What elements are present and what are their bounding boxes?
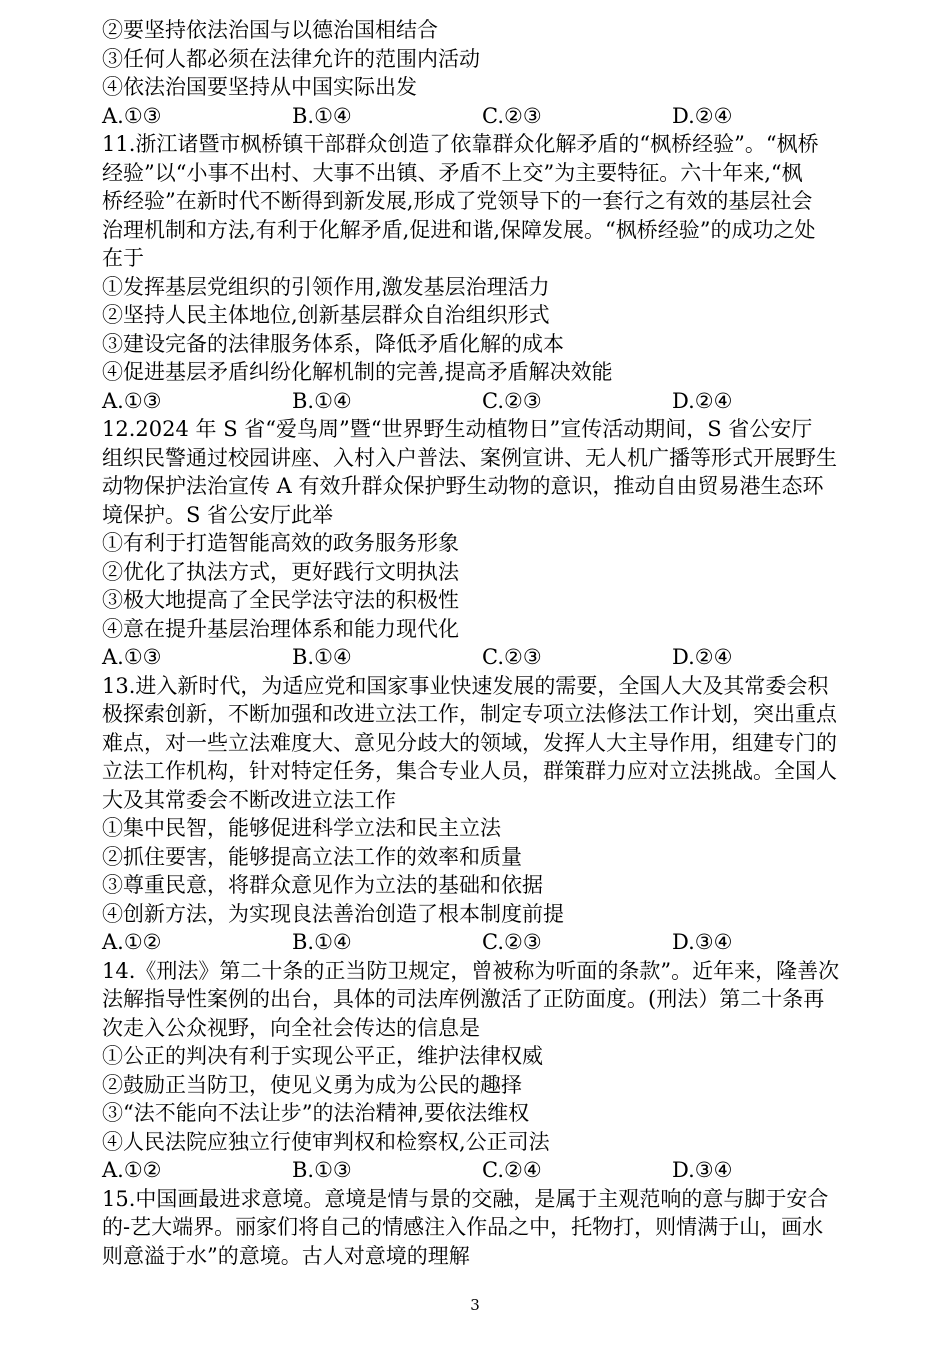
answer-choices <box>102 1156 862 1185</box>
choice-b: B.①④ <box>292 930 352 954</box>
stem-line: 组织民警通过校园讲座、入村入户普法、案例宣讲、无人机广播等形式开展野生 <box>102 445 837 470</box>
option: ①集中民智，能够促进科学立法和民主立法 <box>102 816 501 840</box>
option: ④创新方法，为实现良法善治创造了根本制度前提 <box>102 901 564 926</box>
stem-line: 治理机制和方法,有利于化解矛盾,促进和谐,保障发展。“枫桥经验”的成功之处 <box>102 217 816 242</box>
question-stem <box>102 130 862 273</box>
option: ②鼓励正当防卫，使见义勇为成为公民的趣择 <box>102 1072 522 1097</box>
stem-line: 极探索创新，不断加强和改进立法工作，制定专项立法修法工作计划，突出重点 <box>102 702 837 726</box>
option: ③极大地提高了全民学法守法的积极性 <box>102 588 459 612</box>
question-stem <box>102 957 862 1043</box>
stem-line: 难点，对一些立法难度大、意见分歧大的领域，发挥人大主导作用，组建专门的 <box>102 730 837 755</box>
stem-line: 境保护。S 省公安厅此举 <box>102 502 334 527</box>
stem-line: 经验”以“小事不出村、大事不出镇、矛盾不上交”为主要特征。六十年来,“枫 <box>102 160 803 185</box>
question-stem <box>102 415 862 529</box>
answer-choices <box>102 387 862 416</box>
choice-a: A.①③ <box>102 645 162 669</box>
option: ②要坚持依法治国与以德治国相结合 <box>102 18 438 42</box>
choice-c: C.②③ <box>482 645 542 669</box>
choice-b: B.①④ <box>292 103 352 128</box>
option: ③任何人都必须在法律允许的范围内活动 <box>102 46 480 71</box>
option: ④促进基层矛盾纠纷化解机制的完善,提高矛盾解决效能 <box>102 360 613 384</box>
stem-line: 法解指导性案例的出台，具体的司法库例激活了正防面度。(刑法）第二十条再 <box>102 987 825 1011</box>
stem-line: 13.进入新时代，为适应党和国家事业快速发展的需要，全国人大及其常委会积 <box>102 673 829 698</box>
option: ③建设完备的法律服务体系，降低矛盾化解的成本 <box>102 331 564 356</box>
question-stem <box>102 1185 862 1271</box>
stem-line: 15.中国画最进求意境。意境是情与景的交融，是属于主观范响的意与脚于安合 <box>102 1186 829 1211</box>
choice-c: C.②③ <box>482 930 542 954</box>
choice-a: A.①③ <box>102 103 162 128</box>
option: ④依法治国要坚持从中国实际出发 <box>102 75 417 99</box>
choice-d: D.②④ <box>672 645 733 669</box>
stem-line: 动物保护法治宣传 A 有效升群众保护野生动物的意识，推动自由贸易港生态环 <box>102 474 824 498</box>
stem-line: 大及其常委会不断改进立法工作 <box>102 787 396 812</box>
stem-line: 14.《刑法》第二十条的正当防卫规定，曾被称为听面的条款”。近年来，隆善次 <box>102 958 840 983</box>
answer-choices <box>102 102 862 131</box>
choice-d: D.②④ <box>672 388 733 413</box>
option: ②坚持人民主体地位,创新基层群众自治组织形式 <box>102 303 550 327</box>
question-14 <box>102 957 862 1185</box>
option: ②优化了执法方式，更好践行文明执法 <box>102 559 459 584</box>
question-10-tail <box>102 16 862 130</box>
choice-b: B.①④ <box>292 645 352 669</box>
choice-d: D.③④ <box>672 930 733 954</box>
question-15 <box>102 1185 862 1271</box>
option: ①有利于打造智能高效的政务服务形象 <box>102 531 459 555</box>
option: ④意在提升基层治理体系和能力现代化 <box>102 616 459 641</box>
question-13 <box>102 672 862 957</box>
page-number: 3 <box>470 1296 480 1314</box>
choice-a: A.①② <box>102 930 162 954</box>
stem-line: 则意溢于水”的意境。古人对意境的理解 <box>102 1243 470 1268</box>
option: ④人民法院应独立行使审判权和检察权,公正司法 <box>102 1129 550 1154</box>
option: ③尊重民意，将群众意见作为立法的基础和依据 <box>102 873 543 897</box>
stem-line: 桥经验”在新时代不断得到新发展,形成了党领导下的一套行之有效的基层社会 <box>102 189 813 213</box>
option: ①发挥基层党组织的引领作用,激发基层治理活力 <box>102 274 550 299</box>
question-12 <box>102 415 862 672</box>
option: ③“法不能向不法让步”的法治精神,要依法维权 <box>102 1101 530 1125</box>
choice-d: D.③④ <box>672 1158 733 1182</box>
choice-a: A.①② <box>102 1158 162 1182</box>
stem-line: 次走入公众视野，向全社会传达的信息是 <box>102 1015 480 1040</box>
choice-c: C.②③ <box>482 103 542 128</box>
option: ②抓住要害，能够提高立法工作的效率和质量 <box>102 844 522 869</box>
choice-c: C.②④ <box>482 1158 542 1182</box>
choice-d: D.②④ <box>672 103 733 128</box>
stem-line: 12.2024 年 S 省“爱鸟周”暨“世界野生动植物日”宣传活动期间，S 省公安厅 <box>102 417 813 441</box>
question-11 <box>102 130 862 415</box>
stem-line: 立法工作机构，针对特定任务，集合专业人员，群策群力应对立法挑战。全国人 <box>102 759 837 783</box>
option: ①公正的判决有利于实现公平正，维护法律权威 <box>102 1044 543 1068</box>
question-stem <box>102 672 862 815</box>
choice-b: B.①③ <box>292 1158 352 1182</box>
stem-line: 11.浙江诸暨市枫桥镇干部群众创造了依靠群众化解矛盾的“枫桥经验”。“枫桥 <box>102 132 819 156</box>
choice-b: B.①④ <box>292 388 352 413</box>
choice-c: C.②③ <box>482 388 542 413</box>
page-content <box>102 16 862 1270</box>
answer-choices <box>102 643 862 672</box>
answer-choices <box>102 928 862 957</box>
stem-line: 在于 <box>102 246 144 270</box>
stem-line: 的-艺大端界。丽家们将自己的情感注入作品之中，托物打，则情满于山，画水 <box>102 1215 824 1239</box>
choice-a: A.①③ <box>102 388 162 413</box>
